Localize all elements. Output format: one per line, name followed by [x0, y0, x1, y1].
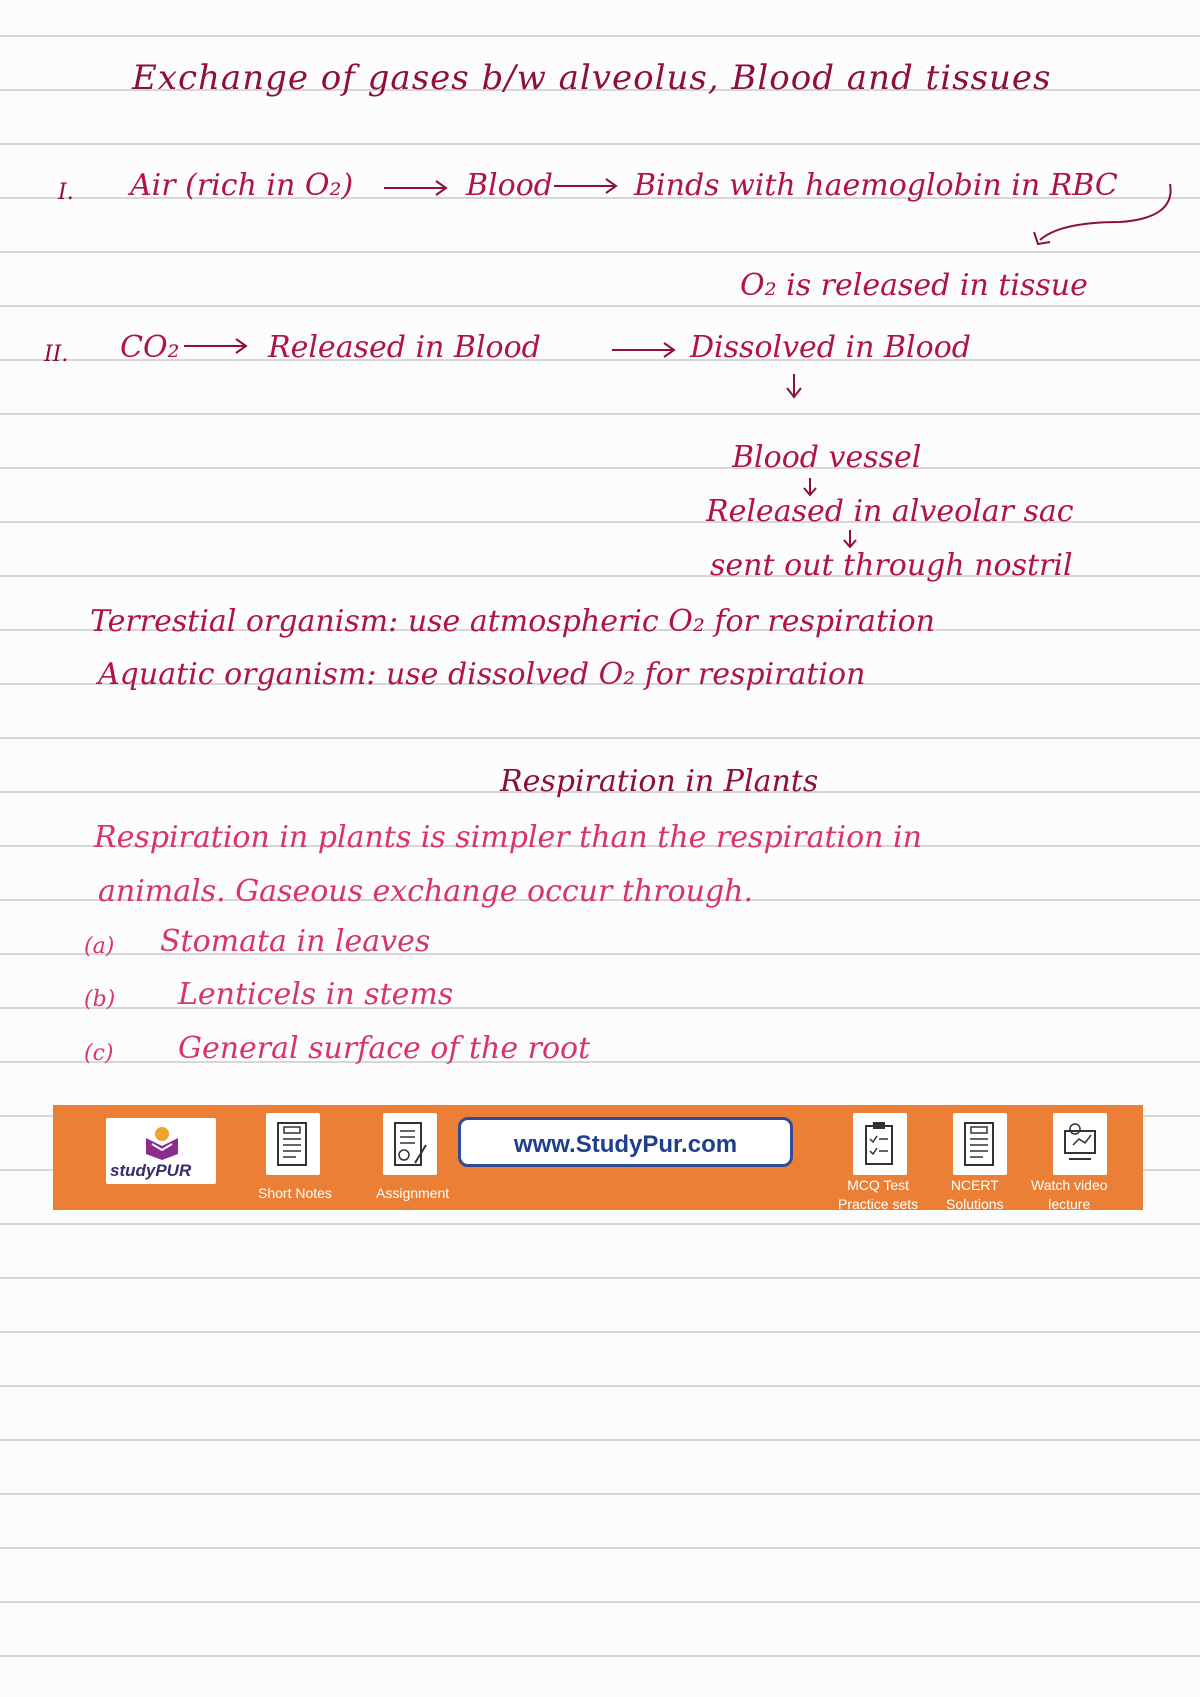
mcq-test-button[interactable]	[853, 1113, 907, 1175]
watch-video-button[interactable]	[1053, 1113, 1107, 1175]
notes-icon	[276, 1121, 310, 1167]
studypur-banner	[53, 1105, 1143, 1210]
plants-line-1: Respiration in plants is simpler than the respiration in	[94, 820, 922, 855]
point-1-number: I.	[58, 180, 74, 205]
alveolar-label: Released in alveolar sac	[706, 494, 1074, 529]
list-item-lenticels: Lenticels in stems	[178, 977, 454, 1012]
assignment-icon	[393, 1121, 427, 1167]
list-marker-a: (a)	[84, 934, 115, 959]
curved-arrow-icon	[1020, 178, 1180, 258]
list-item-general-surface: General surface of the root	[178, 1031, 591, 1066]
released-blood-label: Released in Blood	[268, 330, 541, 365]
nostril-label: sent out through nostril	[710, 548, 1073, 583]
document-icon	[963, 1121, 997, 1167]
short-notes-label: Short Notes	[258, 1185, 332, 1201]
binds-label: Binds with haemoglobin in RBC	[634, 168, 1118, 203]
arrow-down-icon	[838, 528, 862, 550]
assignment-label: Assignment	[376, 1185, 450, 1201]
co2-label: CO₂	[120, 330, 180, 365]
blood-label: Blood	[466, 168, 553, 203]
studypur-logo[interactable]	[106, 1118, 216, 1184]
reader-logo-icon	[142, 1124, 182, 1160]
arrow-right-icon	[382, 178, 452, 198]
o2-released-label: O₂ is released in tissue	[740, 268, 1088, 303]
video-lecture-icon	[1063, 1121, 1097, 1167]
list-marker-b: (b)	[84, 987, 116, 1012]
ncert-solutions-button[interactable]	[953, 1113, 1007, 1175]
video-label: Watch video lecture	[1031, 1177, 1108, 1212]
studypur-url-link[interactable]	[458, 1117, 793, 1167]
plants-line-2: animals. Gaseous exchange occur through.	[98, 874, 754, 909]
arrow-down-icon	[782, 372, 806, 400]
air-label: Air (rich in O₂)	[130, 168, 354, 203]
arrow-right-icon	[610, 340, 680, 360]
logo-text: studyPUR	[110, 1161, 192, 1180]
assignment-button[interactable]	[383, 1113, 437, 1175]
dissolved-label: Dissolved in Blood	[690, 330, 971, 365]
terrestrial-line: Terrestial organism: use atmospheric O₂ for respiration	[90, 604, 935, 639]
mcq-label: MCQ Test Practice sets	[838, 1177, 919, 1212]
ncert-label: NCERT Solutions	[946, 1177, 1004, 1212]
list-marker-c: (c)	[84, 1041, 114, 1066]
plants-heading: Respiration in Plants	[500, 764, 819, 799]
aquatic-line: Aquatic organism: use dissolved O₂ for respiration	[98, 657, 866, 692]
list-item-stomata: Stomata in leaves	[160, 924, 431, 959]
url-text: www.StudyPur.com	[513, 1131, 738, 1158]
arrow-right-icon	[552, 176, 622, 196]
point-2-number: II.	[44, 342, 69, 367]
blood-vessel-label: Blood vessel	[732, 440, 922, 475]
arrow-right-icon	[182, 336, 252, 356]
short-notes-button[interactable]	[266, 1113, 320, 1175]
page-title: Exchange of gases b/w alveolus, Blood and tissues	[132, 58, 1052, 98]
clipboard-checklist-icon	[863, 1121, 897, 1167]
